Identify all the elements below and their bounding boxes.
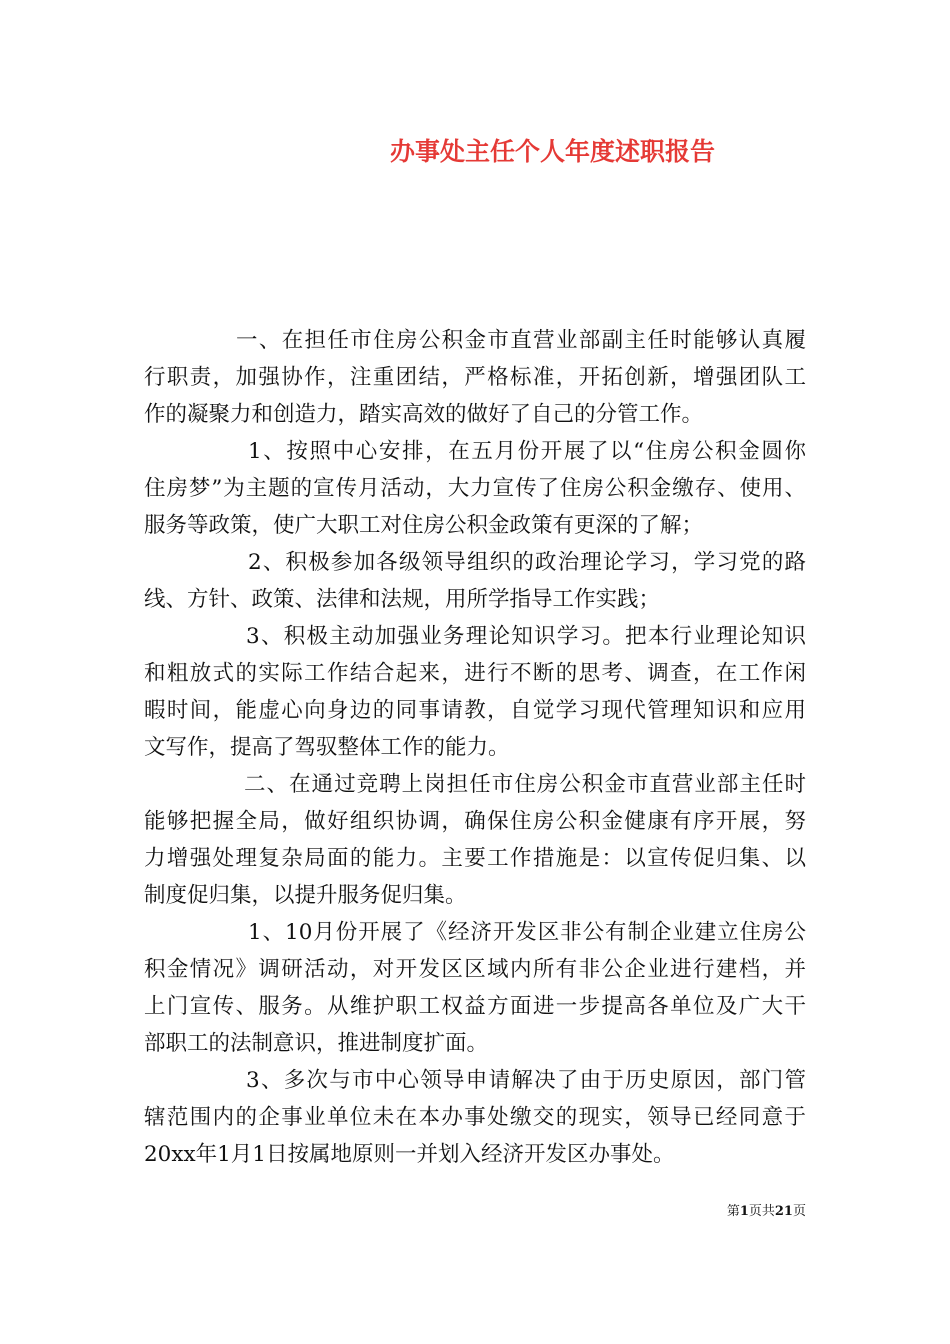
paragraph (144, 1062, 806, 1173)
text-line: 3、积极主动加强业务理论知识学习。把本行业理论知识 (246, 624, 806, 649)
text-line: 线、方针、政策、法律和法规，用所学指导工作实践； (144, 587, 661, 612)
footer-prefix: 第 (726, 1204, 740, 1219)
text-line: 1、10月份开展了《经济开发区非公有制企业建立住房公 (248, 920, 806, 945)
text-line: 2、积极参加各级领导组织的政治理论学习，学习党的路 (248, 550, 806, 575)
text-line: 积金情况》调研活动，对开发区区域内所有非公企业进行建档，并 (144, 957, 806, 982)
text-line: 辖范围内的企事业单位未在本办事处缴交的现实，领导已经同意于 (144, 1105, 806, 1130)
text-line: 上门宣传、服务。从维护职工权益方面进一步提高各单位及广大干 (144, 994, 806, 1019)
paragraph (144, 322, 806, 433)
text-line: 暇时间，能虚心向身边的同事请教，自觉学习现代管理知识和应用 (144, 698, 806, 723)
text-line: 制度促归集，以提升服务促归集。 (144, 883, 467, 908)
document-body (144, 322, 806, 1173)
paragraph (144, 766, 806, 914)
text-line: 行职责，加强协作，注重团结，严格标准，开拓创新，增强团队工 (144, 365, 806, 390)
text-line: 一、在担任市住房公积金市直营业部副主任时能够认真履 (236, 328, 806, 353)
document-title: 办事处主任个人年度述职报告 (390, 137, 716, 166)
text-line: 和粗放式的实际工作结合起来，进行不断的思考、调查，在工作闲 (144, 661, 806, 686)
paragraph (144, 433, 806, 544)
text-line: 3、多次与市中心领导申请解决了由于历史原因，部门管 (246, 1068, 806, 1093)
text-line: 住房梦”为主题的宣传月活动，大力宣传了住房公积金缴存、使用、 (144, 476, 806, 501)
paragraph (144, 618, 806, 766)
text-line: 作的凝聚力和创造力，踏实高效的做好了自己的分管工作。 (144, 402, 704, 427)
current-page-number: 1 (739, 1204, 749, 1219)
text-line: 能够把握全局，做好组织协调，确保住房公积金健康有序开展，努 (144, 809, 806, 834)
text-line: 文写作，提高了驾驭整体工作的能力。 (144, 735, 510, 760)
paragraph (144, 544, 806, 618)
text-line: 服务等政策，使广大职工对住房公积金政策有更深的了解； (144, 513, 704, 538)
text-line: 力增强处理复杂局面的能力。主要工作措施是：以宣传促归集、以 (144, 846, 806, 871)
footer-suffix: 页 (792, 1204, 806, 1219)
paragraph (144, 914, 806, 1062)
footer-middle: 页共 (748, 1204, 775, 1219)
page-number-footer (727, 1203, 806, 1221)
text-line: 部职工的法制意识，推进制度扩面。 (144, 1031, 489, 1056)
text-line: 二、在通过竞聘上岗担任市住房公积金市直营业部主任时 (244, 772, 806, 797)
text-line: 1、按照中心安排，在五月份开展了以“住房公积金圆你 (248, 439, 806, 464)
total-pages-number: 21 (774, 1204, 793, 1219)
text-line: 20xx年1月1日按属地原则一并划入经济开发区办事处。 (144, 1142, 675, 1167)
